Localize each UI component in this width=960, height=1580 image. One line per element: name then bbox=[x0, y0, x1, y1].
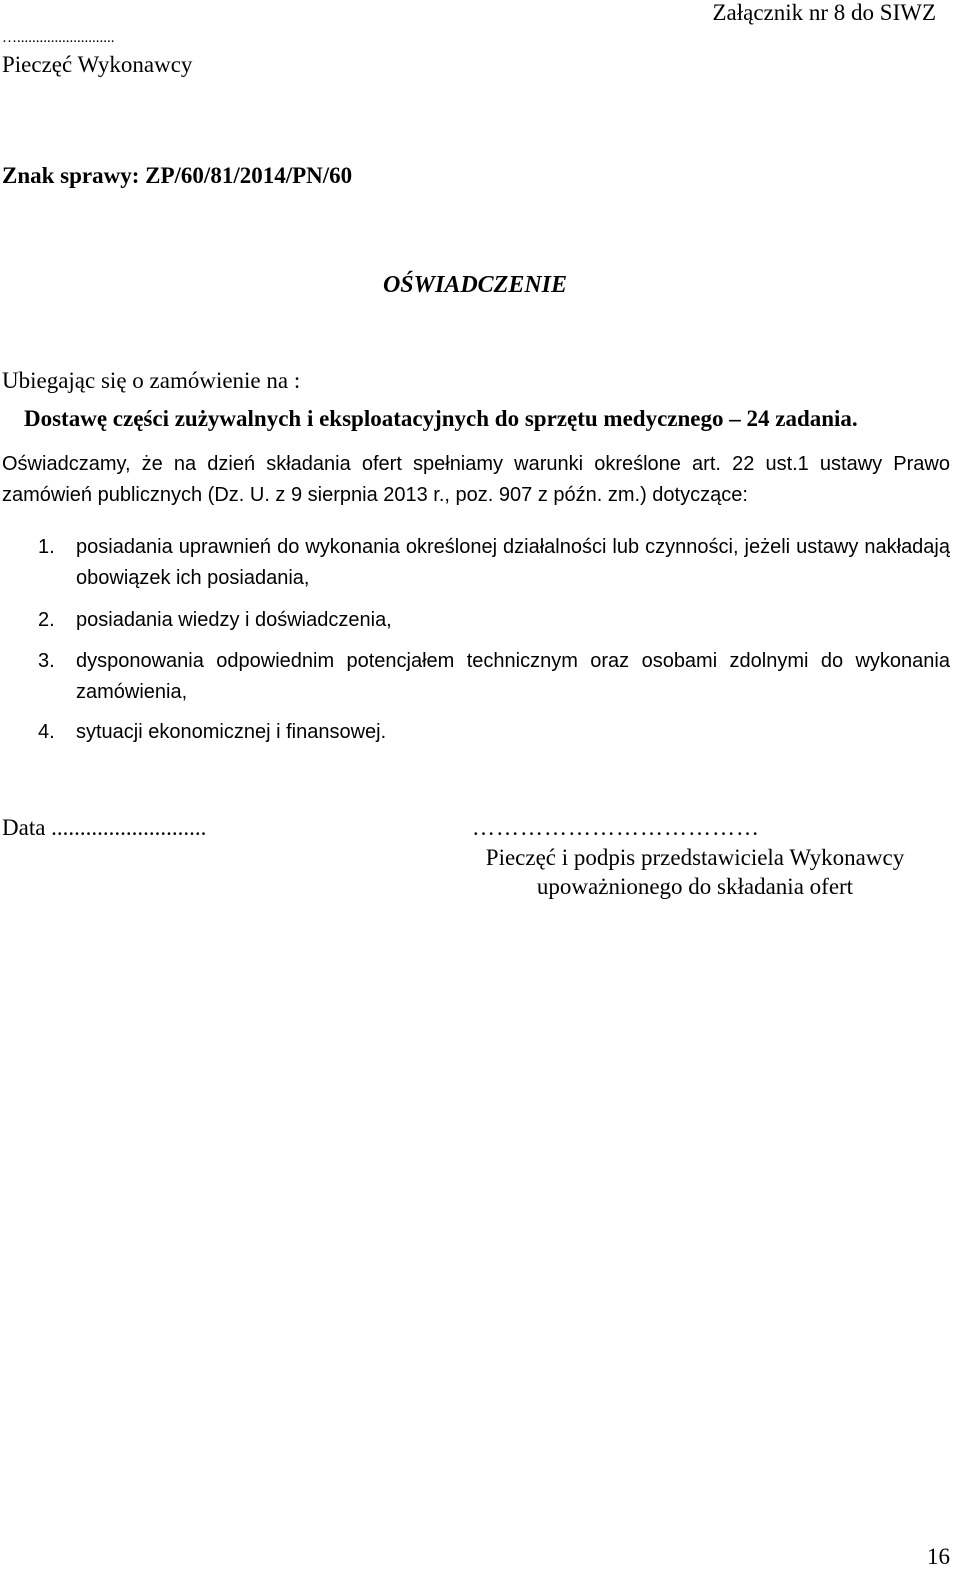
condition-text: sytuacji ekonomicznej i finansowej. bbox=[76, 721, 387, 743]
condition-text: posiadania uprawnień do wykonania określonej działalności lub czynności, jeżeli ustawy nakładają obowiązek ich posiadania, bbox=[76, 536, 950, 589]
contractor-seal-label: Pieczęć Wykonawcy bbox=[2, 52, 193, 77]
page-number: 16 bbox=[927, 1544, 950, 1569]
declaration-paragraph: Oświadczamy, że na dzień składania ofert spełniamy warunki określone art. 22 ust.1 ustawy Prawo zamówień publicznych (Dz. U. z 9 sierpnia 2013 r., poz. 907 z późn. zm.) dotyczące: bbox=[2, 453, 950, 506]
applying-for-text: Ubiegając się o zamówienie na : bbox=[2, 368, 301, 393]
condition-item bbox=[38, 605, 950, 636]
condition-number: 3. bbox=[38, 650, 55, 672]
condition-text: dysponowania odpowiednim potencjałem technicznym oraz osobami zdolnymi do wykonania zamówienia, bbox=[76, 650, 950, 703]
annex-label: Załącznik nr 8 do SIWZ bbox=[712, 0, 936, 25]
signature-dotted-line: ……………………………… bbox=[472, 815, 760, 840]
date-field: Data ........................... bbox=[2, 815, 207, 840]
seal-dotted-line: ….......................... bbox=[2, 30, 115, 46]
signature-caption bbox=[440, 843, 950, 901]
condition-number: 4. bbox=[38, 721, 55, 743]
condition-number: 2. bbox=[38, 609, 55, 631]
procurement-subject: Dostawę części zużywalnych i eksploatacyjnych do sprzętu medycznego – 24 zadania. bbox=[24, 406, 858, 431]
condition-item bbox=[38, 532, 950, 594]
condition-number: 1. bbox=[38, 536, 55, 558]
condition-item bbox=[38, 646, 950, 708]
document-title: OŚWIADCZENIE bbox=[382, 272, 568, 298]
condition-text: posiadania wiedzy i doświadczenia, bbox=[76, 609, 392, 631]
signature-caption-line2: upoważnionego do składania ofert bbox=[536, 874, 854, 899]
signature-caption-line1: Pieczęć i podpis przedstawiciela Wykonawcy bbox=[485, 845, 905, 870]
condition-item bbox=[38, 717, 950, 748]
case-number: Znak sprawy: ZP/60/81/2014/PN/60 bbox=[2, 163, 353, 188]
